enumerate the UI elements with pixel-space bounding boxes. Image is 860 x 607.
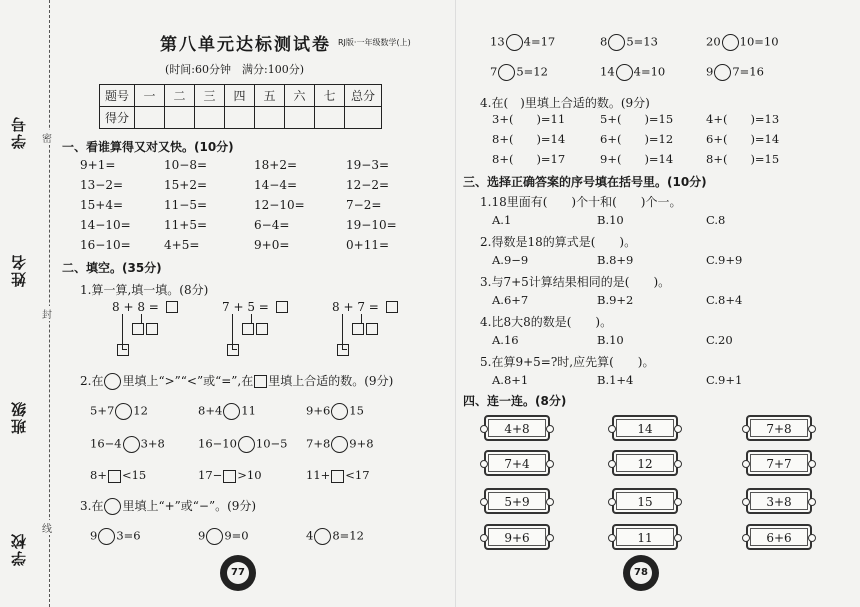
page-number-badge-left [220, 555, 256, 591]
matching-card[interactable] [612, 450, 678, 476]
arithmetic-problem: 15+2= [164, 178, 208, 192]
choice-option[interactable]: A.6+7 [492, 293, 529, 307]
fill-blank-problem: 6+( )=12 [600, 132, 674, 146]
score-cell[interactable] [135, 107, 165, 129]
expression-left: 5+7 [90, 403, 115, 418]
score-table-score-row [100, 107, 382, 129]
answer-circle[interactable] [98, 528, 115, 545]
choice-option[interactable]: C.20 [706, 333, 733, 347]
score-header-cell: 一 [135, 85, 165, 107]
operator-problem [600, 34, 658, 51]
score-table-header-row [100, 85, 382, 107]
arithmetic-problem: 14−4= [254, 178, 298, 192]
choice-question: 2.得数是18的算式是( )。 [480, 235, 637, 249]
fill-blank-problem: 5+( )=15 [600, 112, 674, 126]
choice-option[interactable]: A.16 [492, 333, 519, 347]
answer-circle[interactable] [616, 64, 633, 81]
expression-right: 8=12 [332, 528, 364, 543]
comparison-problem [306, 403, 364, 420]
matching-card-label: 15 [637, 495, 653, 509]
square-symbol [254, 375, 267, 388]
answer-box[interactable] [276, 301, 288, 313]
score-header-cell: 三 [195, 85, 225, 107]
score-header-cell: 五 [255, 85, 285, 107]
section2-title: 二、填空。(35分) [62, 261, 162, 275]
fill-blank-problem: 8+( )=17 [492, 152, 566, 166]
score-header-cell: 二 [165, 85, 195, 107]
answer-circle[interactable] [498, 64, 515, 81]
addition-tree-1 [112, 300, 182, 362]
operator-problem [600, 64, 665, 81]
matching-card[interactable] [746, 524, 812, 550]
arithmetic-problem: 19−3= [346, 158, 390, 172]
fill-blank-problem: 3+( )=11 [492, 112, 566, 126]
choice-option[interactable]: C.8 [706, 213, 726, 227]
arithmetic-problem: 4+5= [164, 238, 200, 252]
answer-circle[interactable] [123, 436, 140, 453]
fill-blank-problem: 8+( )=14 [492, 132, 566, 146]
answer-box[interactable] [166, 301, 178, 313]
q3-title [80, 497, 256, 515]
answer-circle[interactable] [331, 403, 348, 420]
operator-problem [90, 528, 141, 545]
arithmetic-problem: 19−10= [346, 218, 397, 232]
answer-circle[interactable] [238, 436, 255, 453]
fill-box-problem [306, 468, 370, 483]
expression-left: 11+ [306, 468, 331, 482]
class-label: 班级 [10, 400, 28, 434]
circle-symbol [104, 373, 121, 390]
comparison-problem [198, 436, 288, 453]
tree-expression: 8 + 8 = [112, 300, 159, 314]
choice-question: 4.比8大8的数是( )。 [480, 315, 613, 329]
expression-left: 17− [198, 468, 223, 482]
expression-right: 10=10 [739, 34, 779, 49]
expression-right: 3=6 [116, 528, 141, 543]
expression-left: 4 [306, 528, 314, 543]
answer-circle[interactable] [223, 403, 240, 420]
seal-mark-mi: 密 [42, 130, 52, 145]
operator-problem [306, 528, 364, 545]
score-cell[interactable] [315, 107, 345, 129]
choice-option[interactable]: B.8+9 [597, 253, 634, 267]
comparison-problem [198, 403, 256, 420]
expression-right: 11 [241, 403, 256, 418]
choice-option[interactable]: B.10 [597, 213, 624, 227]
arithmetic-problem: 18+2= [254, 158, 298, 172]
page-number-badge-right [623, 555, 659, 591]
answer-circle[interactable] [206, 528, 223, 545]
choice-question: 3.与7+5计算结果相同的是( )。 [480, 275, 671, 289]
arithmetic-problem: 9+1= [80, 158, 116, 172]
choice-option[interactable]: B.1+4 [597, 373, 634, 387]
expression-left: 8 [600, 34, 608, 49]
expression-right: >10 [237, 468, 262, 482]
choice-question: 1.18里面有( )个十和( )个一。 [480, 195, 682, 209]
expression-left: 9 [90, 528, 98, 543]
score-cell[interactable] [165, 107, 195, 129]
score-table [99, 84, 382, 129]
matching-card[interactable] [484, 524, 550, 550]
matching-card[interactable] [746, 488, 812, 514]
matching-card-label: 14 [637, 422, 653, 436]
arithmetic-problem: 15+4= [80, 198, 124, 212]
expression-left: 14 [600, 64, 615, 79]
answer-circle[interactable] [115, 403, 132, 420]
expression-right: 15 [349, 403, 364, 418]
expression-right: <15 [121, 468, 147, 482]
choice-option[interactable]: C.9+1 [706, 373, 743, 387]
answer-box[interactable] [227, 344, 239, 356]
matching-card-label: 7+4 [504, 457, 530, 471]
arithmetic-problem: 0+11= [346, 238, 390, 252]
expression-left: 16−10 [198, 436, 237, 451]
arithmetic-problem: 7−2= [346, 198, 382, 212]
score-header-cell: 四 [225, 85, 255, 107]
school-label: 学校 [10, 532, 28, 566]
matching-card-label: 5+9 [504, 495, 530, 509]
expression-left: 8+4 [198, 403, 223, 418]
answer-box[interactable] [117, 344, 129, 356]
expression-left: 7+8 [306, 436, 331, 451]
matching-card-label: 4+8 [504, 422, 530, 436]
expression-left: 7 [490, 64, 498, 79]
binding-dashed-line [49, 0, 50, 607]
split-box[interactable] [352, 323, 364, 335]
split-box[interactable] [242, 323, 254, 335]
comparison-problem [306, 436, 374, 453]
split-box[interactable] [366, 323, 378, 335]
expression-left: 9 [198, 528, 206, 543]
tree-expression: 7 + 5 = [222, 300, 269, 314]
expression-right: 10−5 [255, 436, 288, 451]
binding-margin [0, 0, 60, 607]
expression-right: 4=10 [633, 64, 666, 79]
choice-option[interactable]: B.9+2 [597, 293, 634, 307]
score-row-label: 得分 [100, 107, 135, 129]
name-label: 姓名 [10, 253, 28, 287]
matching-card[interactable] [746, 415, 812, 441]
score-header-cell: 七 [315, 85, 345, 107]
expression-left: 20 [706, 34, 721, 49]
answer-circle[interactable] [722, 34, 739, 51]
score-cell[interactable] [285, 107, 315, 129]
section4-title: 四、连一连。(8分) [463, 394, 567, 408]
expression-left: 9 [706, 64, 714, 79]
choice-option[interactable]: A.1 [492, 213, 512, 227]
tree-expression: 8 + 7 = [332, 300, 379, 314]
fill-blank-problem: 4+( )=13 [706, 112, 780, 126]
arithmetic-problem: 16−10= [80, 238, 131, 252]
fill-box-problem [198, 468, 262, 483]
answer-box[interactable] [108, 470, 121, 483]
arithmetic-problem: 10−8= [164, 158, 208, 172]
matching-card-label: 9+6 [504, 531, 530, 545]
expression-right: 9+8 [349, 436, 374, 451]
matching-card[interactable] [612, 415, 678, 441]
student-id-label: 学号 [10, 115, 28, 149]
page-number: 78 [630, 562, 652, 584]
expression-right: 9=0 [224, 528, 249, 543]
q2-title-part: 里填上合适的数。(9分) [268, 374, 394, 388]
expression-right: 4=17 [523, 34, 556, 49]
page-number: 77 [227, 562, 249, 584]
choice-option[interactable]: A.8+1 [492, 373, 529, 387]
q3-title-part: 3.在 [80, 499, 104, 513]
matching-card[interactable] [612, 488, 678, 514]
fill-blank-problem: 6+( )=14 [706, 132, 780, 146]
split-box[interactable] [146, 323, 158, 335]
matching-card-label: 12 [637, 457, 653, 471]
choice-option[interactable]: C.9+9 [706, 253, 743, 267]
addition-tree-2 [222, 300, 292, 362]
answer-circle[interactable] [314, 528, 331, 545]
matching-card[interactable] [612, 524, 678, 550]
answer-circle[interactable] [506, 34, 523, 51]
comparison-problem [90, 403, 148, 420]
matching-card-label: 6+6 [766, 531, 792, 545]
matching-card[interactable] [484, 415, 550, 441]
expression-right: 3+8 [140, 436, 165, 451]
matching-card-label: 11 [637, 531, 653, 545]
edition-label: RJ版·一年级数学(上) [338, 38, 411, 47]
arithmetic-problem: 14−10= [80, 218, 131, 232]
expression-right: 5=13 [626, 34, 658, 49]
expression-left: 13 [490, 34, 505, 49]
matching-card-label: 3+8 [766, 495, 792, 509]
matching-card-label: 7+7 [766, 457, 792, 471]
operator-problem [706, 64, 764, 81]
section3-title: 三、选择正确答案的序号填在括号里。(10分) [463, 175, 707, 189]
section1-title: 一、看谁算得又对又快。(10分) [62, 140, 234, 154]
q2-title-part: 2.在 [80, 374, 104, 388]
matching-card[interactable] [746, 450, 812, 476]
page-divider [455, 0, 456, 607]
seal-mark-feng: 封 [42, 306, 52, 321]
expression-left: 16−4 [90, 436, 122, 451]
score-cell[interactable] [255, 107, 285, 129]
score-cell[interactable] [225, 107, 255, 129]
q1-title: 1.算一算,填一填。(8分) [80, 283, 209, 297]
fill-blank-problem: 8+( )=15 [706, 152, 780, 166]
arithmetic-problem: 9+0= [254, 238, 290, 252]
split-box[interactable] [256, 323, 268, 335]
fill-blank-problem: 9+( )=14 [600, 152, 674, 166]
arithmetic-problem: 12−10= [254, 198, 305, 212]
answer-box[interactable] [223, 470, 236, 483]
choice-question: 5.在算9+5=?时,应先算( )。 [480, 355, 655, 369]
expression-right: 12 [133, 403, 148, 418]
q4-title: 4.在( )里填上合适的数。(9分) [480, 96, 650, 110]
expression-right: 5=12 [516, 64, 548, 79]
score-cell[interactable] [195, 107, 225, 129]
answer-box[interactable] [337, 344, 349, 356]
answer-circle[interactable] [608, 34, 625, 51]
matching-card-label: 7+8 [766, 422, 792, 436]
circle-symbol [104, 498, 121, 515]
answer-box[interactable] [386, 301, 398, 313]
fill-box-problem [90, 468, 146, 483]
tree-line [251, 314, 252, 323]
score-header-cell: 总分 [345, 85, 382, 107]
choice-option[interactable]: C.8+4 [706, 293, 743, 307]
operator-problem [198, 528, 249, 545]
matching-card[interactable] [484, 488, 550, 514]
arithmetic-problem: 11+5= [164, 218, 208, 232]
answer-circle[interactable] [331, 436, 348, 453]
tree-line [141, 314, 142, 323]
choice-option[interactable]: A.9−9 [492, 253, 529, 267]
expression-right: 7=16 [732, 64, 764, 79]
tree-line [361, 314, 362, 323]
expression-left: 8+ [90, 468, 107, 482]
matching-card[interactable] [484, 450, 550, 476]
operator-problem [490, 64, 548, 81]
expression-right: <17 [345, 468, 370, 482]
expression-left: 9+6 [306, 403, 331, 418]
q2-title [80, 372, 393, 390]
comparison-problem [90, 436, 165, 453]
answer-circle[interactable] [714, 64, 731, 81]
arithmetic-problem: 12−2= [346, 178, 390, 192]
score-header-cell: 六 [285, 85, 315, 107]
answer-box[interactable] [331, 470, 344, 483]
addition-tree-3 [332, 300, 402, 362]
score-header-cell: 题号 [100, 85, 135, 107]
choice-option[interactable]: B.10 [597, 333, 624, 347]
split-box[interactable] [132, 323, 144, 335]
arithmetic-problem: 11−5= [164, 198, 208, 212]
page-title: 第八单元达标测试卷 [160, 35, 331, 55]
seal-mark-xian: 线 [42, 520, 52, 535]
q2-title-part: 里填上“>”“<”或“=”,在 [122, 374, 254, 388]
arithmetic-problem: 13−2= [80, 178, 124, 192]
q3-title-part: 里填上“+”或“−”。(9分) [122, 499, 257, 513]
time-score-info: (时间:60分钟 满分:100分) [165, 63, 304, 76]
score-cell[interactable] [345, 107, 382, 129]
operator-problem [706, 34, 779, 51]
operator-problem [490, 34, 555, 51]
arithmetic-problem: 6−4= [254, 218, 290, 232]
